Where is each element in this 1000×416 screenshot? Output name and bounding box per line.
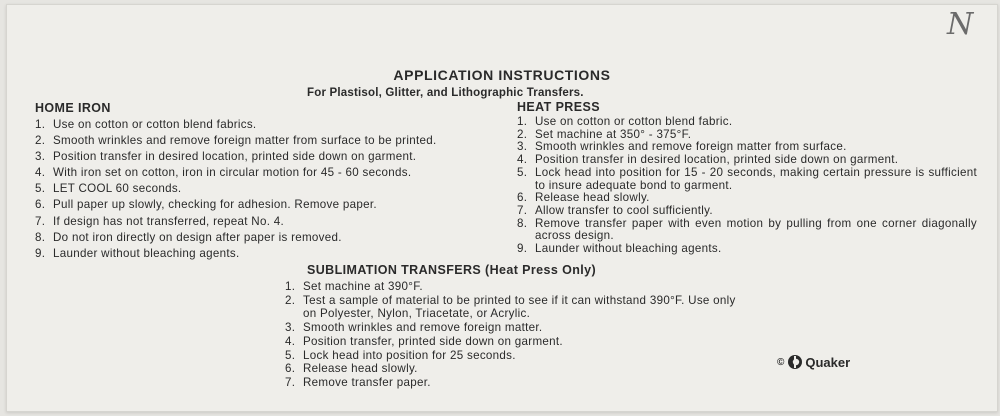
list-item (35, 117, 505, 133)
item-text: Lock head into position for 15 - 20 seconds, making certain pressure is sufficient to insure adequate bond to garment. (535, 165, 977, 192)
quaker-wordmark: Quaker (805, 354, 851, 370)
sublimation-list (285, 280, 745, 390)
item-number: 5. (517, 165, 528, 179)
item-text: Launder without bleaching agents. (53, 246, 240, 260)
list-item (517, 218, 977, 243)
list-item (285, 349, 745, 363)
item-text: Smooth wrinkles and remove foreign matter from surface. (535, 140, 847, 154)
item-number: 1. (35, 118, 46, 131)
item-number: 9. (517, 242, 528, 256)
page-title: APPLICATION INSTRUCTIONS (393, 67, 611, 83)
item-number: 1. (517, 115, 528, 128)
list-item (35, 133, 505, 149)
item-text: Smooth wrinkles and remove foreign matter. (303, 321, 543, 335)
item-number: 4. (285, 334, 296, 348)
item-text: Test a sample of material to be printed to see if it can withstand 390°F. Use only on Polyester, Nylon, Triacetate, or Acrylic. (303, 293, 736, 321)
item-text: LET COOL 60 seconds. (53, 182, 182, 196)
item-text: Position transfer in desired location, printed side down on garment. (53, 150, 417, 164)
list-item (35, 165, 505, 181)
item-text: Position transfer, printed side down on garment. (303, 334, 563, 348)
item-text: Do not iron directly on design after paper is removed. (53, 230, 342, 244)
list-item (285, 280, 745, 294)
home-iron-list (35, 117, 505, 262)
item-number: 9. (35, 246, 46, 260)
item-text: Pull paper up slowly, checking for adhesion. Remove paper. (53, 198, 377, 212)
list-item (285, 335, 745, 349)
page-subtitle: For Plastisol, Glitter, and Lithographic Transfers. (307, 87, 584, 99)
item-text: Launder without bleaching agents. (535, 242, 722, 256)
handwritten-mark: N (947, 7, 974, 42)
item-number: 3. (35, 150, 46, 164)
item-number: 2. (35, 134, 46, 148)
item-number: 2. (517, 127, 528, 141)
item-number: 8. (517, 216, 528, 230)
item-number: 8. (35, 230, 46, 244)
item-number: 3. (517, 140, 528, 154)
item-text: Use on cotton or cotton blend fabric. (535, 115, 733, 128)
item-text: Allow transfer to cool sufficiently. (535, 203, 713, 217)
list-item (35, 181, 505, 197)
list-item (285, 362, 745, 376)
item-number: 6. (517, 191, 528, 205)
list-item (285, 376, 745, 390)
list-item (35, 230, 505, 246)
item-number: 5. (285, 348, 296, 362)
sublimation-heading: SUBLIMATION TRANSFERS (Heat Press Only) (307, 263, 597, 277)
home-iron-section (35, 101, 505, 262)
quaker-q-icon (787, 354, 803, 370)
item-text: Release head slowly. (535, 191, 650, 205)
list-item (517, 167, 977, 192)
item-number: 4. (35, 166, 46, 180)
item-number: 3. (285, 321, 296, 335)
list-item (285, 294, 745, 321)
item-text: Smooth wrinkles and remove foreign matter from surface to be printed. (53, 134, 437, 148)
item-text: Set machine at 350° - 375°F. (535, 127, 692, 141)
heat-press-section (517, 100, 977, 256)
heat-press-list (517, 116, 977, 256)
item-text: Set machine at 390°F. (303, 280, 423, 293)
item-text: Position transfer in desired location, printed side down on garment. (535, 153, 899, 167)
item-text: Lock head into position for 25 seconds. (303, 348, 516, 362)
copyright-symbol: © (777, 356, 785, 368)
sublimation-section (285, 263, 745, 390)
heat-press-heading: HEAT PRESS (517, 100, 600, 114)
item-text: Release head slowly. (303, 362, 418, 376)
item-number: 5. (35, 182, 46, 196)
home-iron-heading: HOME IRON (35, 101, 111, 115)
item-number: 7. (285, 375, 296, 389)
item-text: Remove transfer paper. (303, 375, 431, 389)
item-number: 1. (285, 280, 296, 293)
item-number: 6. (285, 362, 296, 376)
list-item (35, 214, 505, 230)
item-text: Use on cotton or cotton blend fabrics. (53, 118, 257, 131)
list-item (35, 197, 505, 213)
list-item (285, 321, 745, 335)
item-text: If design has not transferred, repeat No. 4. (53, 214, 285, 228)
item-text: Remove transfer paper with even motion by pulling from one corner diagonally across design. (535, 216, 977, 243)
instruction-card (6, 4, 998, 412)
quaker-logo (777, 354, 850, 370)
item-number: 7. (517, 203, 528, 217)
item-number: 4. (517, 153, 528, 167)
list-item (35, 246, 505, 262)
item-number: 2. (285, 293, 296, 307)
item-number: 7. (35, 214, 46, 228)
item-number: 6. (35, 198, 46, 212)
list-item (517, 243, 977, 256)
list-item (35, 149, 505, 165)
item-text: With iron set on cotton, iron in circular motion for 45 - 60 seconds. (53, 166, 412, 180)
